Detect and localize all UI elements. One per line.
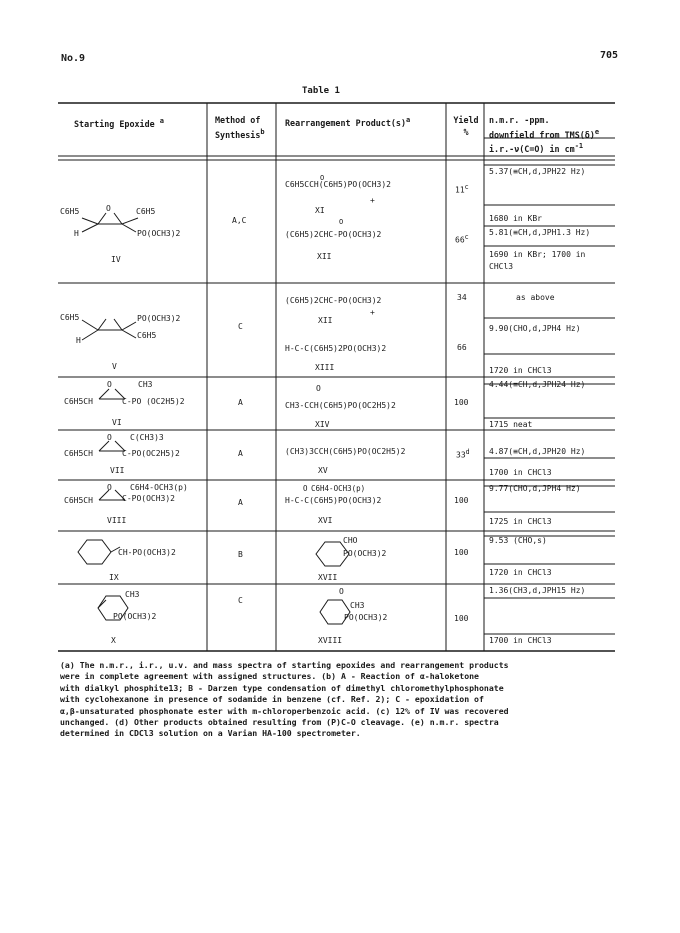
iv-po: PO(OCH3)2: [137, 229, 181, 238]
yield-xiv: 100: [454, 398, 469, 407]
method-vii: A: [238, 449, 243, 458]
vi-cpo: C-PO (OC2H5)2: [122, 397, 185, 406]
vii-cch3: C(CH3)3: [130, 433, 164, 442]
yield-xiii: 66: [457, 343, 467, 352]
yield-xv: 33$^d$: [456, 448, 470, 460]
xvii-po: PO(OCH3)2: [343, 549, 387, 558]
product-label-xiv: XIV: [315, 420, 330, 429]
product-label-xi: XI: [315, 206, 325, 215]
product-xii-v-formula: (C6H5)2CHC-PO(OCH3)2: [285, 296, 382, 305]
viii-c6h5ch: C6H5CH: [64, 496, 93, 505]
yield-xii: 66$^c$: [455, 233, 469, 245]
plus-sign: +: [370, 308, 375, 317]
epoxide-label-iv: IV: [111, 255, 121, 264]
v-h: H: [76, 336, 81, 345]
footnote-line: (a) The n.m.r., i.r., u.v. and mass spectra of starting epoxides and rearrangement products: [60, 660, 509, 670]
ir-x: 1700 in CHCl3: [489, 636, 552, 645]
v-po: PO(OCH3)2: [137, 314, 181, 323]
nmr-iv-2: 5.81(≡CH,d,JPH1.3 Hz): [489, 228, 591, 237]
carbonyl-o: O: [320, 174, 325, 182]
yield-xvi: 100: [454, 496, 469, 505]
nmr-iv-1: 5.37(≡CH,d,JPH22 Hz): [489, 167, 586, 176]
product-xii-formula: (C6H5)2CHC-PO(OCH3)2: [285, 230, 382, 239]
xviii-po: PO(OCH3)2: [344, 613, 388, 622]
xviii-ch3: CH3: [350, 601, 365, 610]
v-c6h5-2: C6H5: [137, 331, 157, 340]
epoxide-label-viii: VIII: [107, 516, 127, 525]
xvii-cho: CHO: [343, 536, 358, 545]
vi-ch3: CH3: [138, 380, 153, 389]
method-vi: A: [238, 398, 243, 407]
carbonyl-o: O: [339, 218, 344, 226]
v-c6h5: C6H5: [60, 313, 80, 322]
plus-sign: +: [370, 196, 375, 205]
nmr-v-1: as above: [516, 293, 555, 302]
vii-cpo: C-PO(OC2H5)2: [122, 449, 180, 458]
vii-o: O: [107, 433, 112, 442]
viii-prod-c6h4: C6H4-OCH3(p): [311, 484, 366, 493]
product-label-xv: XV: [318, 466, 328, 475]
footnote-line: were in complete agreement with assigned structures. (b) A - Reaction of α-haloketone: [60, 671, 479, 682]
ir-ix: 1720 in CHCl3: [489, 568, 552, 577]
iv-c6h5-right: C6H5: [136, 207, 156, 216]
footnote-line: with cyclohexanone in presence of sodamide in benzene (cf. Ref. 2); C - epoxidation of: [60, 694, 484, 705]
header-method: Method of Synthesis$^b$: [215, 115, 265, 140]
nmr-viii: 9.77(CHO,d,JPH4 Hz): [489, 484, 581, 493]
method-x: C: [238, 596, 243, 605]
nmr-vii: 4.87(≡CH,d,JPH20 Hz): [489, 447, 586, 456]
yield-xi: 11$^c$: [455, 183, 469, 195]
epoxide-vii-ring: [95, 438, 135, 453]
product-label-xviii: XVIII: [318, 636, 343, 645]
header-yield: Yield %: [453, 115, 479, 137]
product-label-xii: XII: [317, 252, 332, 261]
journal-issue: No.9: [61, 53, 86, 64]
yield-xviii: 100: [454, 614, 469, 623]
table-footnotes: [60, 660, 620, 740]
iv-o: O: [106, 204, 111, 213]
page-number: 705: [600, 50, 619, 61]
ir-vi: 1715 neat: [489, 420, 533, 429]
ix-chpo: CH-PO(OCH3)2: [118, 548, 176, 557]
nmr-ix: 9.53 (CHO,s): [489, 536, 547, 545]
header-nmr: n.m.r. -ppm. downfield from $TMS(\delta)^e$: [489, 115, 600, 140]
method-ix: B: [238, 550, 243, 559]
product-label-xvii: XVII: [318, 573, 338, 582]
method-viii: A: [238, 498, 243, 507]
method-v: C: [238, 322, 243, 331]
epoxide-label-v: V: [112, 362, 117, 371]
epoxide-label-vii: VII: [110, 466, 125, 475]
ir-iv-1: 1680 in KBr: [489, 214, 542, 223]
footnote-line: with dialkyl phosphite13; B - Darzen type condensation of dimethyl chloromethylphosphonate: [60, 682, 504, 693]
epoxide-label-x: X: [111, 636, 116, 645]
iv-h: H: [74, 229, 79, 238]
ir-viii: 1725 in CHCl3: [489, 517, 552, 526]
viii-cpo: C-PO(OCH3)2: [122, 494, 175, 503]
nmr-v-2: 9.90(CHO,d,JPH4 Hz): [489, 324, 581, 333]
epoxide-iv-structure: [60, 200, 200, 245]
method-iv: A,C: [232, 216, 247, 225]
yield-xii-v: 34: [457, 293, 467, 302]
nmr-x: 1.36(CH3,d,JPH15 Hz): [489, 586, 586, 595]
product-xiv-formula: CH3-CCH(C6H5)PO(OC2H5)2: [285, 401, 396, 410]
product-xiii-formula: H-C-C(C6H5)2PO(OCH3)2: [285, 344, 387, 353]
vi-o: O: [107, 380, 112, 389]
iv-c6h5-left: C6H5: [60, 207, 80, 216]
ir-v: 1720 in CHCl3: [489, 366, 552, 375]
ir-vii: 1700 in CHCl3: [489, 468, 552, 477]
header-ir: i.r.-ν(C=O) in $cm^{-1}$: [489, 142, 584, 154]
product-xv-formula: (CH3)3CCH(C6H5)PO(OC2H5)2: [285, 447, 406, 456]
table-title: Table 1: [302, 86, 340, 96]
epoxide-label-vi: VI: [112, 418, 122, 427]
product-label-xii-v: XII: [318, 316, 333, 325]
footnote-line: determined in CDCl3 solution on a Varian HA-100 spectrometer.: [60, 728, 361, 739]
yield-xvii: 100: [454, 548, 469, 557]
carbonyl-o: O: [316, 384, 321, 393]
product-label-xiii: XIII: [315, 363, 335, 372]
nmr-vi: 4.44(≡CH,d,JPH24 Hz): [489, 380, 586, 389]
ir-iv-2: 1690 in KBr; 1700 in: [489, 250, 586, 259]
viii-o: O: [107, 483, 112, 492]
product-xvi-formula: H-C-C(C6H5)PO(OCH3)2: [285, 496, 382, 505]
vi-c6h5ch: C6H5CH: [64, 397, 93, 406]
viii-prod-o: O: [303, 484, 308, 493]
product-xi-formula: C6H5CCH(C6H5)PO(OCH3)2: [285, 180, 391, 189]
footnote-line: α,β-unsaturated phosphonate ester with m-chloroperbenzoic acid. (c) 12% of IV was recovered: [60, 705, 509, 716]
footnote-line: unchanged. (d) Other products obtained resulting from (P)C-O cleavage. (e) n.m.r. spectra: [60, 717, 499, 728]
epoxide-label-ix: IX: [109, 573, 119, 582]
epoxide-vi-ring: [95, 386, 135, 401]
product-label-xvi: XVI: [318, 516, 333, 525]
epoxide-viii-ring: [95, 487, 135, 502]
x-po: PO(OCH3)2: [113, 612, 157, 621]
x-ch3: CH3: [125, 590, 140, 599]
header-product: Rearrangement $Product(s)^a$: [285, 116, 411, 128]
header-epoxide: Starting Epoxide $^a$: [74, 117, 164, 129]
viii-c6h4: C6H4-OCH3(p): [130, 483, 188, 492]
vii-c6h5ch: C6H5CH: [64, 449, 93, 458]
xviii-o: O: [339, 587, 344, 596]
ir-iv-3: CHCl3: [489, 262, 514, 271]
